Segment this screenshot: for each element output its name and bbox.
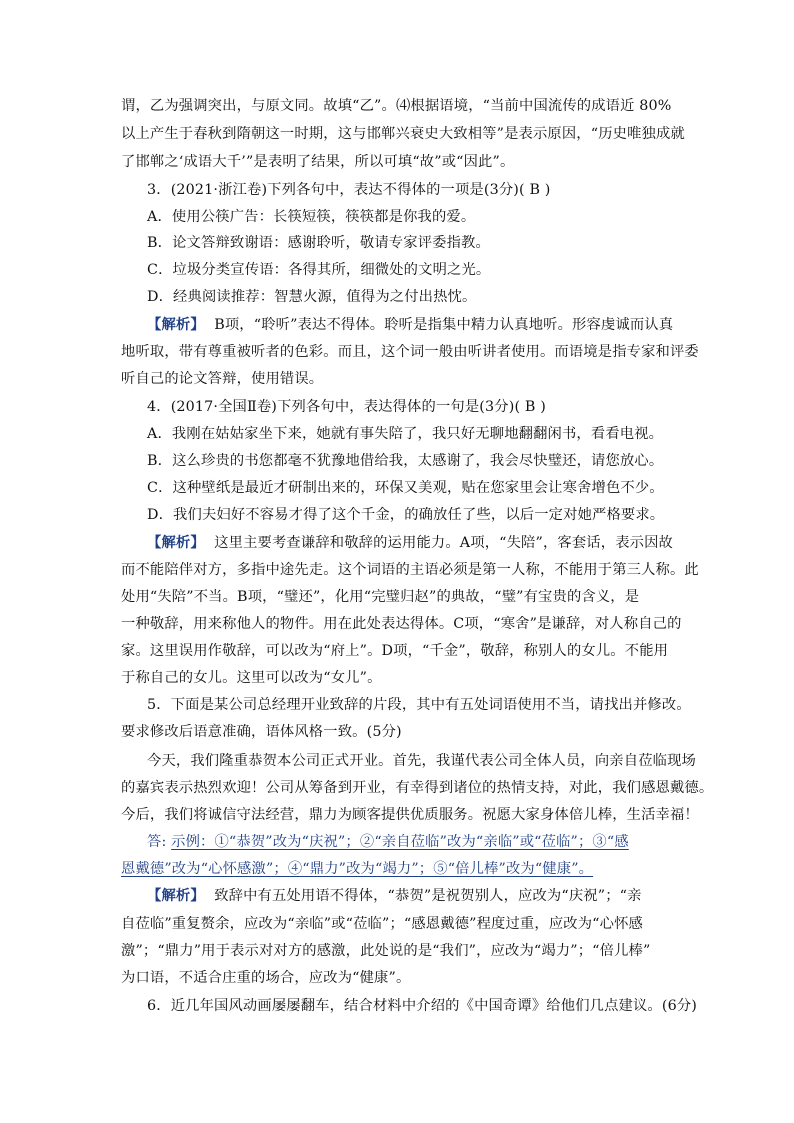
text-line: 地听取，带有尊重被听者的色彩。而且，这个词一般由听讲者使用。而语境是指专家和评委 [121,344,699,360]
option-a: A．使用公筷广告：长筷短筷，筷筷都是你我的爱。 [147,209,476,225]
answer-line [147,832,629,854]
analysis-label: 【解析】 [147,535,205,551]
text-line: 要求修改后语意准确，语体风格一致。(5分) [121,724,402,740]
option-c: C．垃圾分类宣传语：各得其所，细微处的文明之光。 [147,262,491,278]
question-5-stem: 5．下面是某公司总经理开业致辞的片段，其中有五处词语使用不当，请找出并修改。 [147,697,691,713]
text-line: 于称自己的女儿。这里可以改为“女儿”。 [121,670,382,686]
analysis-text: 致辞中有五处用语不得体，“恭贺”是祝贺别人，应改为“庆祝”；“亲 [214,888,642,904]
option-d: D．我们夫妇好不容易才得了这个千金，的确放任了些，以后一定对她严格要求。 [147,507,665,523]
option-b: B．这么珍贵的书您都毫不犹豫地借给我，太感谢了，我会尽快璧还，请您放心。 [147,453,664,469]
option-c: C．这种壁纸是最近才研制出来的，环保又美观，贴在您家里会让寒舍增色不少。 [147,480,664,496]
answer-label: 答: [147,834,167,850]
option-b: B．论文答辩致谢语：感谢聆听，敬请专家评委指教。 [147,235,490,251]
question-3-stem: 3．(2021·浙江卷)下列各句中，表达不得体的一项是(3分)( B ) [147,182,551,198]
text-line: 家。这里误用作敬辞，可以改为“府上”。D项，“千金”，敬辞，称别人的女儿。不能用 [121,643,669,659]
analysis-label: 【解析】 [147,888,205,904]
analysis-text: B项，“聆听”表达不得体。聆听是指集中精力认真地听。形容虔诚而认真 [214,317,674,333]
text-line: 以上产生于春秋到隋朝这一时期，这与邯郸兴衰史大致相等”是表示原因，“历史唯独成就 [121,126,685,142]
analysis-line [147,533,673,555]
answer-text: 示例：①“恭贺”改为“庆祝”；②“亲自莅临”改为“亲临”或“莅临”；③“感 [171,834,629,850]
analysis-line [147,886,642,908]
passage-line: 今天，我们隆重恭贺本公司正式开业。首先，我谨代表公司全体人员，向亲自莅临现场 [147,753,696,769]
option-d: D．经典阅读推荐：智慧火源，值得为之付出热忱。 [147,289,477,305]
text-line: 激”；“鼎力”用于表示对对方的感激，此处说的是“我们”，应改为“竭力”；“倍儿棒” [121,943,651,959]
text-line: 而不能陪伴对方，多指中途先走。这个词语的主语必须是第一人称，不能用于第三人称。此 [121,562,699,578]
question-4-stem: 4．(2017·全国Ⅱ卷)下列各句中，表达得体的一句是(3分)( B ) [147,399,546,415]
text-line: 一种敬辞，用来称他人的物件。用在此处表达得体。C项，“寒舍”是谦辞，对人称自己的 [121,616,682,632]
analysis-label: 【解析】 [147,317,205,333]
option-a: A．我刚在姑姑家坐下来，她就有事失陪了，我只好无聊地翻翻闲书，看看电视。 [147,426,664,442]
text-line: 自莅临”重复赘余，应改为“亲临”或“莅临”；“感恩戴德”程度过重，应改为“心怀感 [121,916,643,932]
answer-text: 恩戴德”改为“心怀感激”；④“鼎力”改为“竭力”；⑤“倍儿棒”改为“健康”。 [121,861,594,877]
text-line: 谓，乙为强调突出，与原文同。故填“乙”。⑷根据语境，“当前中国流传的成语近 80% [121,98,672,114]
analysis-text: 这里主要考查谦辞和敬辞的运用能力。A项，“失陪”，客套话，表示因故 [214,535,673,551]
question-6-stem: 6．近几年国风动画屡屡翻车，结合材料中介绍的《中国奇谭》给他们几点建议。(6分) [147,998,698,1014]
text-line: 听自己的论文答辩，使用错误。 [121,371,324,387]
passage-line: 今后，我们将诚信守法经营，鼎力为顾客提供优质服务。祝愿大家身体倍儿棒，生活幸福！ [121,807,699,823]
text-line: 为口语，不适合庄重的场合，应改为“健康”。 [121,970,411,986]
text-line: 了邯郸之‘成语大千’”是表明了结果，所以可填“故”或“因此”。 [121,154,515,170]
text-line: 处用“失陪”不当。B项，“璧还”，化用“完璧归赵”的典故，“璧”有宝贵的含义，是 [121,589,640,605]
analysis-line [147,315,673,337]
passage-line: 的嘉宾表示热烈欢迎！公司从筹备到开业，有幸得到诸位的热情支持，对此，我们感恩戴德。 [121,780,714,796]
